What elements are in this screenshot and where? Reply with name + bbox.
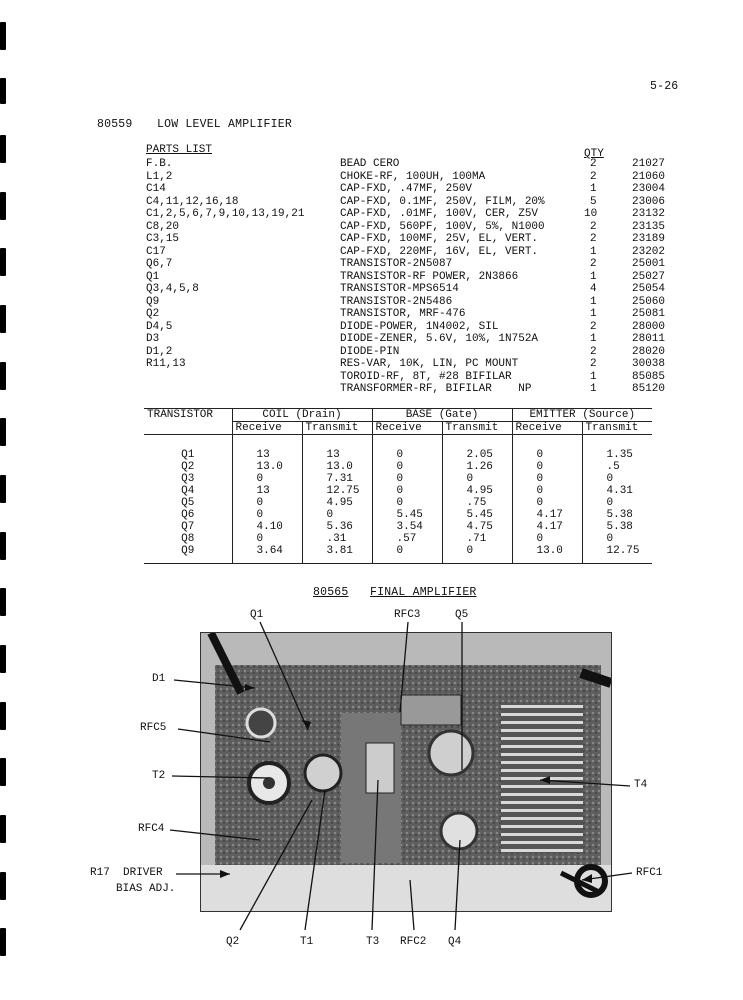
label-rfc1: RFC1: [636, 867, 663, 879]
part-number: 23132: [632, 208, 666, 220]
label-rfc4: RFC4: [138, 823, 165, 835]
voltage-cell: 1.35: [606, 449, 633, 461]
part-number: 23004: [632, 183, 666, 195]
parts-list-heading: PARTS LIST: [146, 144, 213, 156]
voltage-cell: 2.05: [442, 449, 512, 461]
part-desc: TRANSISTOR-RF POWER, 2N3866: [340, 270, 519, 283]
part-desc: DIODE-PIN: [340, 345, 400, 358]
part-qty: 10: [584, 208, 598, 220]
subheader: Receive: [512, 422, 582, 435]
part-ref: L1,2: [146, 170, 173, 183]
part-ref: D4,5: [146, 320, 173, 333]
part-number: 23189: [632, 233, 666, 245]
part-qty: 1: [590, 308, 597, 320]
part-desc: CHOKE-RF, 100UH, 100MA: [340, 170, 486, 183]
voltage-cell: 4.17: [512, 509, 582, 521]
voltage-cell: 13: [232, 449, 302, 461]
amplifier-photo: [200, 632, 612, 912]
binder-mark: [0, 22, 6, 50]
part-number: 25027: [632, 270, 666, 283]
part-ref: Q1: [146, 270, 160, 283]
part-ref: C4,11,12,16,18: [146, 195, 239, 208]
voltage-row: [144, 509, 652, 521]
binder-mark: [0, 475, 6, 503]
voltage-cell: 5.45: [372, 509, 442, 521]
voltage-cell: 0: [232, 509, 302, 521]
binder-mark: [0, 645, 6, 673]
subheader: Receive: [232, 422, 302, 435]
part-number: 21027: [632, 158, 666, 170]
subheader: Transmit: [582, 422, 652, 435]
part-qty: 2: [590, 258, 597, 270]
binder-mark: [0, 78, 6, 104]
voltage-cell: 0: [232, 533, 302, 545]
part-number: 21060: [632, 170, 666, 183]
voltage-cell: 0: [606, 533, 614, 545]
part-number: 23202: [632, 245, 666, 258]
part-qty: 2: [590, 158, 597, 170]
page-number: 5-26: [650, 80, 679, 93]
voltage-cell: 4.10: [232, 521, 302, 533]
part-ref: C3,15: [146, 233, 180, 245]
part-qty: 2: [590, 345, 597, 358]
part-qty: 2: [590, 320, 597, 333]
voltage-cell: 13: [232, 485, 302, 497]
voltage-cell: 0: [372, 497, 442, 509]
part-number: 28000: [632, 320, 666, 333]
label-t1: T1: [300, 936, 314, 948]
voltage-cell: .75: [442, 497, 512, 509]
voltage-row: [144, 521, 652, 533]
voltage-cell: .31: [302, 533, 372, 545]
part-desc: TRANSISTOR, MRF-476: [340, 308, 466, 320]
part-desc: TRANSISTOR-MPS6514: [340, 283, 459, 295]
part-desc: RES-VAR, 10K, LIN, PC MOUNT: [340, 358, 519, 370]
part-ref: D1,2: [146, 345, 173, 358]
part-qty: 1: [590, 183, 597, 195]
subheader: Receive: [372, 422, 442, 435]
part-number: 28011: [632, 333, 666, 345]
part-qty: 2: [590, 358, 597, 370]
part-ref: Q2: [146, 308, 160, 320]
part-desc: CAP-FXD, .01MF, 100V, CER, Z5V: [340, 208, 539, 220]
voltage-cell: 0: [372, 485, 442, 497]
part-ref: C14: [146, 183, 166, 195]
voltage-cell: .57: [372, 533, 442, 545]
voltage-cell: 0: [512, 461, 582, 473]
voltage-cell: 4.75: [442, 521, 512, 533]
label-bias-adj: BIAS ADJ.: [116, 883, 176, 895]
part-qty: 1: [590, 295, 597, 308]
part-desc: TRANSISTOR-2N5087: [340, 258, 453, 270]
part-qty: 2: [590, 220, 597, 233]
transistor-id: Q4: [144, 485, 232, 497]
voltage-cell: 13: [302, 449, 372, 461]
part-ref: R11,13: [146, 358, 186, 370]
voltage-cell: 0: [232, 497, 302, 509]
part-number: 30038: [632, 358, 666, 370]
voltage-cell: 0: [442, 473, 512, 485]
part-desc: DIODE-POWER, 1N4002, SIL: [340, 320, 499, 333]
voltage-row: [144, 473, 652, 485]
label-rfc5: RFC5: [140, 722, 167, 734]
part-ref: C17: [146, 245, 166, 258]
part-qty: 2: [590, 233, 597, 245]
voltage-cell: 5.38: [606, 521, 633, 533]
voltage-row: [144, 449, 652, 461]
header-base: BASE (Gate): [372, 409, 512, 422]
part-ref: Q6,7: [146, 258, 173, 270]
part-ref: C8,20: [146, 220, 180, 233]
part-ref: Q3,4,5,8: [146, 283, 199, 295]
voltage-cell: 7.31: [302, 473, 372, 485]
section-title: LOW LEVEL AMPLIFIER: [157, 118, 292, 131]
label-rfc2: RFC2: [400, 936, 427, 948]
binder-mark: [0, 362, 6, 390]
voltage-cell: 3.64: [232, 545, 302, 557]
voltage-row: [144, 545, 652, 557]
voltage-cell: 3.54: [372, 521, 442, 533]
voltage-cell: 5.45: [442, 509, 512, 521]
voltage-cell: 5.38: [606, 509, 633, 521]
header-transistor: TRANSISTOR: [144, 409, 232, 422]
voltage-cell: 0: [606, 473, 614, 485]
transistor-id: Q7: [144, 521, 232, 533]
part-qty: 1: [590, 333, 597, 345]
voltage-cell: 13.0: [232, 461, 302, 473]
part-desc: CAP-FXD, 220MF, 16V, EL, VERT.: [340, 245, 539, 258]
voltage-cell: 1.26: [442, 461, 512, 473]
label-rfc3: RFC3: [394, 609, 421, 621]
binder-mark: [0, 192, 6, 220]
part-ref: F.B.: [146, 158, 173, 170]
voltage-cell: 0: [372, 461, 442, 473]
label-q1: Q1: [250, 609, 264, 621]
subheader: Transmit: [302, 422, 372, 435]
part-number: 25060: [632, 295, 666, 308]
part-desc: CAP-FXD, 100MF, 25V, EL, VERT.: [340, 233, 539, 245]
label-q4: Q4: [448, 936, 462, 948]
part-desc: CAP-FXD, .47MF, 250V: [340, 183, 473, 195]
label-t2: T2: [152, 770, 166, 782]
section2-title: FINAL AMPLIFIER: [370, 586, 477, 599]
part-desc: BEAD CERO: [340, 158, 400, 170]
voltage-cell: 0: [512, 485, 582, 497]
binder-mark: [0, 248, 6, 276]
voltage-cell: 0: [512, 497, 582, 509]
voltage-cell: 0: [372, 449, 442, 461]
header-blank: [144, 422, 232, 435]
voltage-cell: 3.81: [302, 545, 372, 557]
part-number: 28020: [632, 345, 666, 358]
part-desc: TOROID-RF, 8T, #28 BIFILAR: [340, 370, 512, 383]
transistor-id: Q1: [144, 449, 232, 461]
label-r17-driver: R17 DRIVER: [90, 867, 163, 879]
transistor-id: Q2: [144, 461, 232, 473]
part-desc: TRANSFORMER-RF, BIFILAR NP: [340, 383, 532, 395]
part-desc: CAP-FXD, 0.1MF, 250V, FILM, 20%: [340, 195, 545, 208]
transistor-id: Q3: [144, 473, 232, 485]
voltage-cell: 0: [442, 545, 512, 557]
voltage-row: [144, 461, 652, 473]
voltage-cell: 12.75: [302, 485, 372, 497]
part-qty: 4: [590, 283, 597, 295]
voltage-cell: 0: [512, 533, 582, 545]
label-q5: Q5: [455, 609, 469, 621]
header-emitter: EMITTER (Source): [529, 409, 636, 421]
header-coil: COIL (Drain): [232, 409, 372, 422]
voltage-cell: 5.36: [302, 521, 372, 533]
voltage-cell: 4.17: [512, 521, 582, 533]
binder-mark: [0, 758, 6, 786]
part-number: 23006: [632, 195, 666, 208]
binder-mark: [0, 588, 6, 616]
voltage-cell: 0: [512, 449, 582, 461]
part-ref: Q9: [146, 295, 160, 308]
part-number: 25081: [632, 308, 666, 320]
voltage-cell: 4.31: [606, 485, 633, 497]
part-number: 25054: [632, 283, 666, 295]
binder-mark: [0, 418, 6, 446]
part-qty: 2: [590, 170, 597, 183]
voltage-cell: 13.0: [512, 545, 582, 557]
part-number: 85120: [632, 383, 666, 395]
transistor-id: Q6: [144, 509, 232, 521]
part-number: 23135: [632, 220, 666, 233]
amplifier-board-drawing: [201, 633, 611, 911]
part-qty: 1: [590, 270, 597, 283]
part-desc: TRANSISTOR-2N5486: [340, 295, 453, 308]
binder-mark: [0, 532, 6, 560]
part-qty: 5: [590, 195, 597, 208]
voltage-cell: 12.75: [606, 545, 640, 557]
transistor-id: Q9: [144, 545, 232, 557]
part-ref: C1,2,5,6,7,9,10,13,19,21: [146, 208, 305, 220]
binder-mark: [0, 872, 6, 900]
section-number: 80559: [97, 118, 133, 131]
voltage-cell: .5: [606, 461, 620, 473]
part-qty: 1: [590, 245, 597, 258]
subheader: Transmit: [442, 422, 512, 435]
voltage-cell: .71: [442, 533, 512, 545]
voltage-cell: 0: [302, 509, 372, 521]
qty-heading: QTY: [584, 148, 604, 160]
label-d1: D1: [152, 673, 166, 685]
section2-number: 80565: [313, 586, 349, 599]
part-desc: CAP-FXD, 560PF, 100V, 5%, N1000: [340, 220, 545, 233]
binder-mark: [0, 702, 6, 730]
part-qty: 1: [590, 370, 597, 383]
voltage-row: [144, 533, 652, 545]
voltage-cell: 0: [606, 497, 614, 509]
voltage-table: [144, 408, 652, 564]
binder-mark: [0, 815, 6, 843]
part-number: 25001: [632, 258, 666, 270]
label-t3: T3: [366, 936, 380, 948]
binder-mark: [0, 135, 6, 163]
label-q2: Q2: [226, 936, 240, 948]
label-t4: T4: [634, 779, 648, 791]
voltage-cell: 4.95: [302, 497, 372, 509]
voltage-cell: 0: [372, 545, 442, 557]
voltage-cell: 13.0: [302, 461, 372, 473]
transistor-id: Q5: [144, 497, 232, 509]
part-desc: DIODE-ZENER, 5.6V, 10%, 1N752A: [340, 333, 539, 345]
transistor-id: Q8: [144, 533, 232, 545]
voltage-cell: 0: [232, 473, 302, 485]
binder-mark: [0, 305, 6, 333]
part-qty: 1: [590, 383, 597, 395]
voltage-row: [144, 485, 652, 497]
voltage-cell: 0: [372, 473, 442, 485]
voltage-row: [144, 497, 652, 509]
part-ref: D3: [146, 333, 160, 345]
voltage-cell: 0: [512, 473, 582, 485]
binder-mark: [0, 928, 6, 956]
voltage-cell: 4.95: [442, 485, 512, 497]
part-number: 85085: [632, 370, 666, 383]
